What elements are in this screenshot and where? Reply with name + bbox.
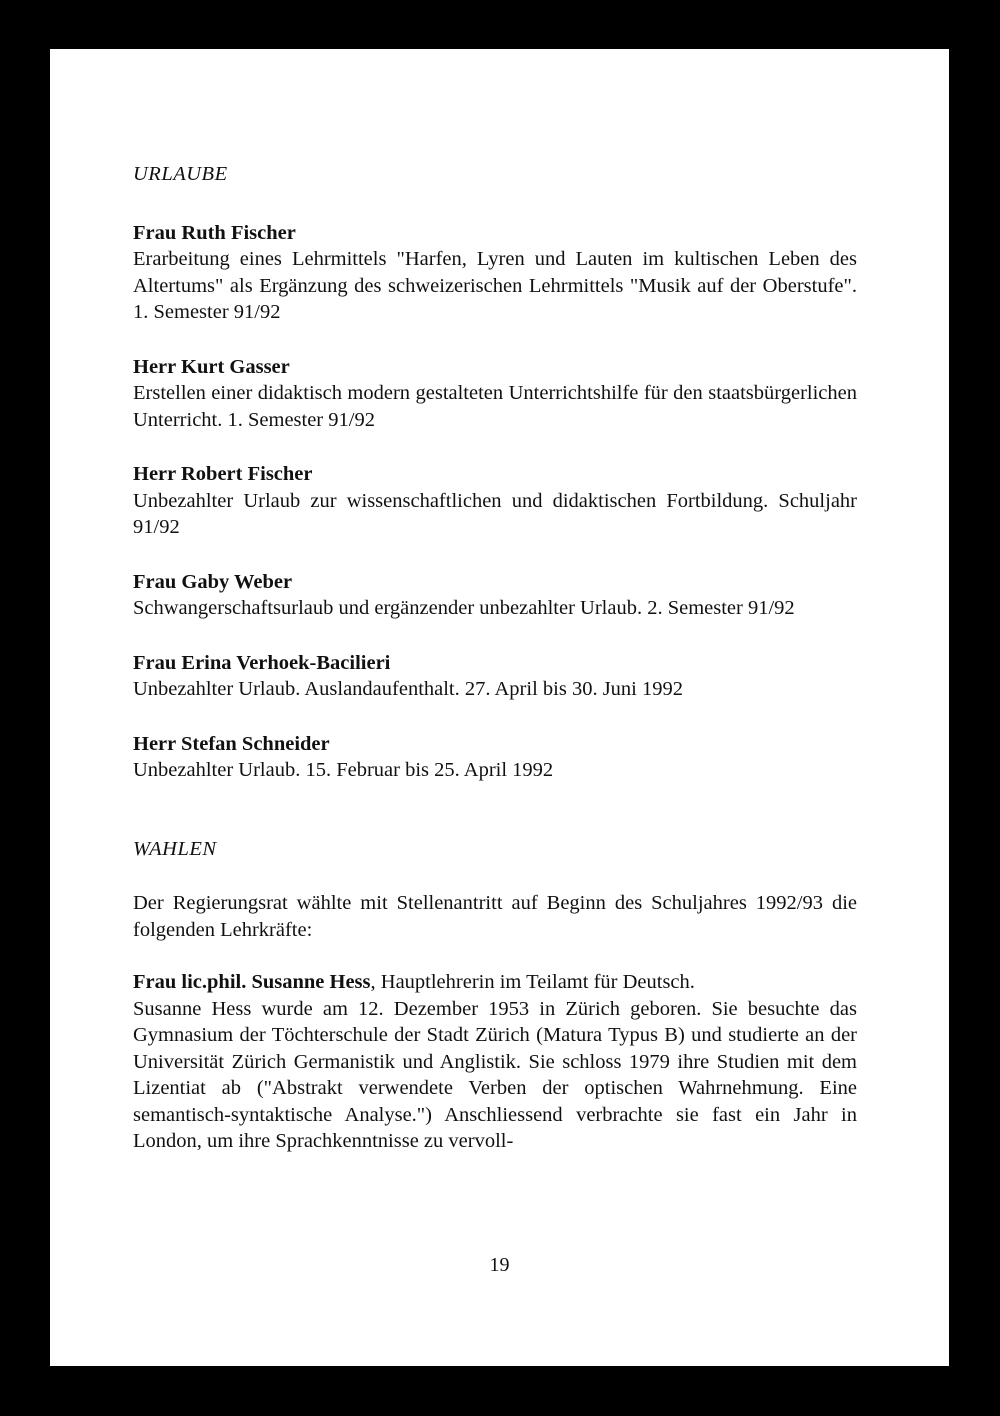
entry-name: Frau Erina Verhoek-Bacilieri [133,651,391,674]
entry-text: Unbezahlter Urlaub zur wissenschaftlichen und didaktischen Fortbildung. Schuljahr 91/92 [133,489,857,538]
person-role: , Hauptlehrerin im Teilamt für Deutsch. [370,971,695,993]
entry-text: Unbezahlter Urlaub. 15. Februar bis 25. April 1992 [133,759,554,781]
section-title-wahlen: WAHLEN [133,837,217,860]
entry-text: Erarbeitung eines Lehrmittels "Harfen, Lyren und Lauten im kultischen Leben des Altertums" als Ergänzung des schweizerischen Lehrmittels "Musik auf der Oberstufe". 1. Semester 91/92 [133,248,857,323]
entry-name: Herr Stefan Schneider [133,732,330,755]
urlaub-entry [133,354,857,434]
urlaub-entry [133,569,857,622]
urlaub-entry [133,220,857,326]
person-name: Frau lic.phil. Susanne Hess [133,971,371,993]
entry-name: Frau Ruth Fischer [133,221,296,244]
wahlen-person-line [133,969,857,996]
entry-text: Erstellen einer didaktisch modern gestalteten Unterrichtshilfe für den staatsbürgerlichen Unterricht. 1. Semester 91/92 [133,382,857,431]
urlaub-entry [133,650,857,703]
entry-text: Schwangerschaftsurlaub und ergänzender unbezahlter Urlaub. 2. Semester 91/92 [133,597,795,619]
entry-name: Frau Gaby Weber [133,570,293,593]
page-content [133,161,857,1155]
entry-text: Unbezahlter Urlaub. Auslandaufenthalt. 27. April bis 30. Juni 1992 [133,678,683,700]
entry-name: Herr Robert Fischer [133,463,313,485]
document-page [50,49,949,1366]
entry-name: Herr Kurt Gasser [133,355,290,378]
section-title-urlaube: URLAUBE [133,163,228,185]
page-number: 19 [489,1254,510,1276]
urlaub-entry [133,731,857,784]
wahlen-intro: Der Regierungsrat wählte mit Stellenantritt auf Beginn des Schuljahres 1992/93 die folgenden Lehrkräfte: [133,892,857,941]
person-bio: Susanne Hess wurde am 12. Dezember 1953 in Zürich geboren. Sie besuchte das Gymnasium der Töchterschule der Stadt Zürich (Matura Typus B) und studierte an der Universität Zürich Germanistik und Anglistik. Sie schloss 1979 ihre Studien mit dem Lizentiat ab ("Abstrakt verwendete Verben der optischen Wahrnehmung. Eine semantisch-syntaktische Analyse.") Anschliessend verbrachte sie fast ein Jahr in London, um ihre Sprachkenntnisse zu vervoll- [133,997,857,1152]
urlaub-entry [133,461,857,541]
